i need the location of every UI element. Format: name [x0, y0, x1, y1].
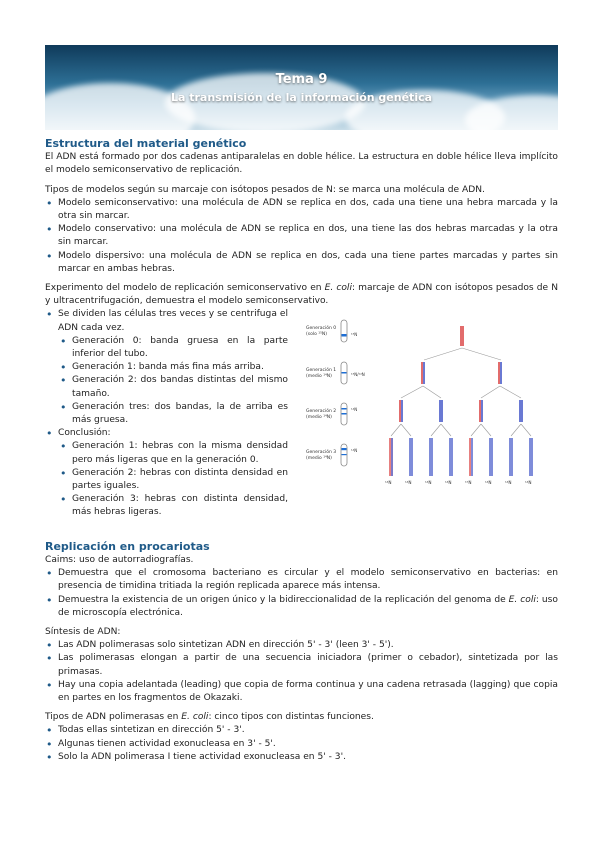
svg-text:¹⁴N: ¹⁴N [351, 407, 358, 413]
models-intro: Tipos de modelos según su marcaje con isótopos pesados de N: se marca una molécula de ADN. [45, 184, 485, 195]
svg-text:¹⁴N: ¹⁴N [525, 480, 532, 486]
document-body [45, 137, 558, 770]
synthesis-list [45, 639, 558, 705]
chapter-subtitle: La transmisión de la información genética [170, 91, 433, 104]
svg-text:¹⁴N: ¹⁴N [505, 480, 512, 486]
list-item: • Generación 1: banda más fina más arriba. [72, 361, 288, 374]
models-list [45, 197, 558, 276]
cairns-list [45, 567, 558, 620]
list-item: • Algunas tienen actividad exonucleasa en 3' - 5'. [58, 738, 558, 751]
experiment-list [45, 308, 288, 519]
list-item: • Solo la ADN polimerasa I tiene actividad exonucleasa en 5' - 3'. [58, 751, 558, 764]
centrifuge-tube [306, 362, 365, 384]
list-item: • Generación 2: hebras con distinta densidad en partes iguales. [72, 467, 288, 493]
svg-text:¹⁵N/¹⁴N: ¹⁵N/¹⁴N [351, 372, 365, 378]
chapter-title: Tema 9 [275, 72, 328, 87]
list-item: • Generación 2: dos bandas distintas del mismo tamaño. [72, 374, 288, 400]
dna-tree [390, 326, 532, 476]
list-item: • Generación tres: dos bandas, la de arriba es más gruesa. [72, 401, 288, 427]
svg-text:¹⁴N: ¹⁴N [485, 480, 492, 486]
svg-text:(solo ¹⁵N): (solo ¹⁵N) [306, 332, 328, 338]
list-item: • Demuestra que el cromosoma bacteriano es circular y el modelo semiconservativo en bacterias: en presencia de timidina tritiada la región replicada aparece más intensa. [58, 567, 558, 593]
svg-text:¹⁴N: ¹⁴N [445, 480, 452, 486]
list-item: • Las ADN polimerasas solo sintetizan ADN en dirección 5' - 3' (leen 3' - 5'). [58, 639, 558, 652]
centrifuge-tube [306, 444, 357, 466]
experiment-paragraph: Experimento del modelo de replicación semiconservativo en E. coli: marcaje de ADN con isótopos pesados de N y ultracentrifugación, demuestra el modelo semiconservativo. [45, 283, 558, 307]
svg-text:¹⁴N: ¹⁴N [385, 480, 392, 486]
svg-text:Generación 3: Generación 3 [306, 450, 337, 456]
list-item: • Las polimerasas elongan a partir de una secuencia iniciadora (primer o cebador), sintetizada por las primasas. [58, 652, 558, 678]
svg-text:(medio ¹⁴N): (medio ¹⁴N) [306, 456, 332, 462]
list-item: • Generación 0: banda gruesa en la parte inferior del tubo. [72, 335, 288, 361]
list-item: • Generación 3: hebras con distinta densidad, más hebras ligeras. [72, 493, 288, 519]
svg-text:¹⁵N: ¹⁵N [465, 480, 472, 486]
cairns-line: Caims: uso de autorradiografías. [45, 554, 194, 565]
replication-figure [296, 314, 558, 508]
synthesis-heading: Síntesis de ADN: [45, 626, 121, 637]
svg-text:(medio ¹⁴N): (medio ¹⁴N) [306, 415, 332, 421]
svg-text:Generación 0: Generación 0 [306, 326, 337, 332]
list-item: • Modelo dispersivo: una molécula de ADN se replica en dos, cada una tiene partes marcadas y partes sin marcar en ambas hebras. [58, 250, 558, 276]
list-item: • Hay una copia adelantada (leading) que copia de forma continua y una cadena retrasada (lagging) que copia en partes en los fragmentos de Okazaki. [58, 679, 558, 705]
centrifuge-tube [306, 320, 357, 342]
polymerase-types-intro: Tipos de ADN polimerasas en E. coli: cinco tipos con distintas funciones. [45, 712, 374, 723]
svg-text:(medio ¹⁴N): (medio ¹⁴N) [306, 374, 332, 380]
intro-paragraph: El ADN está formado por dos cadenas antiparalelas en doble hélice. La estructura en doble hélice lleva implícito el modelo semiconservativo de replicación. [45, 152, 558, 176]
list-item: • Modelo conservativo: una molécula de ADN se replica en dos, una tiene las dos hebras marcadas y la otra sin marcar. [58, 223, 558, 249]
svg-text:Generación 2: Generación 2 [306, 409, 337, 415]
strand-labels [385, 480, 532, 485]
svg-text:¹⁴N: ¹⁴N [425, 480, 432, 486]
list-item: • Modelo semiconservativo: una molécula de ADN se replica en dos, cada una tiene una hebra marcada y la otra sin marcar. [58, 197, 558, 223]
section-heading-prokaryotes: Replicación en procariotas [45, 539, 210, 553]
list-item: • Conclusión: • Generación 1: hebras con la misma densidad pero más ligeras que en la generación 0. • Generación 2: hebras con distinta densidad en partes iguales. • Generación 3: hebras con distinta densidad, más hebras ligeras. [58, 427, 288, 519]
list-item: • Demuestra la existencia de un origen único y la bidireccionalidad de la replicación del genoma de E. coli: uso de microscopía electrónica. [58, 594, 558, 620]
list-item: • Generación 1: hebras con la misma densidad pero más ligeras que en la generación 0. [72, 440, 288, 466]
svg-text:¹⁴N: ¹⁴N [405, 480, 412, 486]
list-item: • Todas ellas sintetizan en dirección 5' - 3'. [58, 724, 558, 737]
svg-text:Generación 1: Generación 1 [306, 368, 337, 374]
svg-text:¹⁴N: ¹⁴N [351, 448, 358, 454]
list-item: • Se dividen las células tres veces y se centrifuga el ADN cada vez. • Generación 0: banda gruesa en la parte inferior del tubo. • Generación 1: banda más fina más arriba. • Generación 2: dos bandas distintas del mismo tamaño. • Generación tres: dos bandas, la de arriba es más gruesa. [58, 308, 288, 427]
polymerase-types-list [45, 724, 558, 764]
section-heading-structure: Estructura del material genético [45, 137, 247, 150]
header-banner [45, 45, 558, 130]
centrifuge-tube [306, 403, 357, 425]
experiment-section [45, 308, 558, 525]
svg-text:¹⁵N: ¹⁵N [351, 332, 358, 338]
